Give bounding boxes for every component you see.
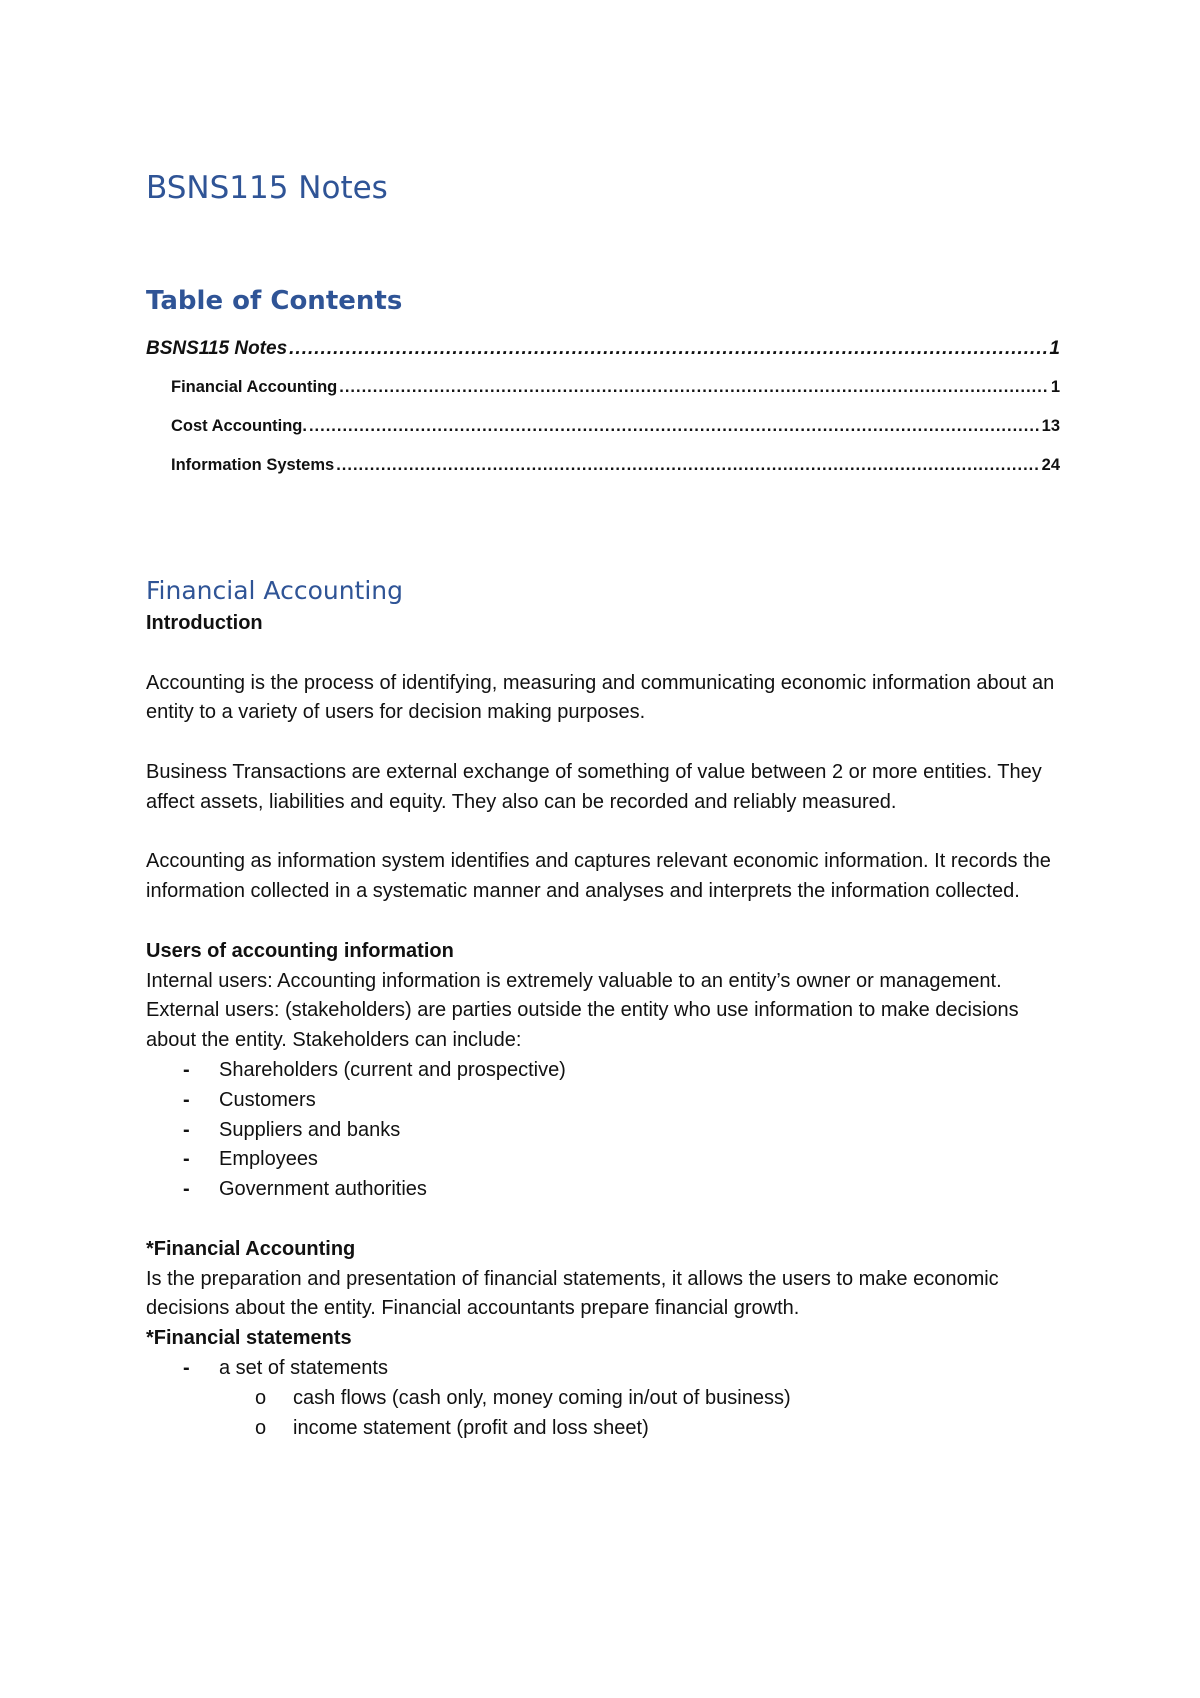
- toc-entry-page: 1: [1049, 338, 1060, 359]
- toc-entry-information-systems[interactable]: [146, 446, 1060, 485]
- toc-entry-financial-accounting[interactable]: [146, 368, 1060, 407]
- list-item: - Suppliers and banks: [146, 1116, 1066, 1146]
- toc-entry-page: 1: [1050, 378, 1060, 396]
- toc-entry-label: Information Systems: [171, 456, 335, 474]
- toc-entry-label: BSNS115 Notes: [146, 338, 288, 359]
- document-title: BSNS115 Notes: [146, 170, 388, 206]
- paragraph-information-system: Accounting as information system identifies and captures relevant economic information. It records the information collected in a systematic manner and analyses and interprets the information collected.: [146, 850, 1051, 903]
- table-of-contents: [146, 338, 1060, 485]
- toc-entry-page: 13: [1041, 417, 1060, 435]
- internal-users-text: Internal users: Accounting information is extremely valuable to an entity’s owner or management.: [146, 969, 1002, 992]
- users-heading: Users of accounting information: [146, 939, 454, 962]
- list-item: - Customers: [146, 1086, 1066, 1116]
- toc-entry-page: 24: [1041, 456, 1060, 474]
- paragraph-business-transactions: Business Transactions are external exchange of something of value between 2 or more entities. They affect assets, liabilities and equity. They also can be recorded and reliably measured.: [146, 760, 1042, 813]
- paragraph-accounting-definition: Accounting is the process of identifying, measuring and communicating economic information about an entity to a variety of users for decision making purposes.: [146, 671, 1055, 724]
- financial-accounting-text: Is the preparation and presentation of financial statements, it allows the users to make economic decisions about the entity. Financial accountants prepare financial growth.: [146, 1267, 999, 1320]
- statements-sublist: [146, 1384, 1066, 1444]
- toc-heading: Table of Contents: [146, 286, 403, 316]
- toc-leader-dots: [289, 338, 1047, 360]
- list-item: - Employees: [146, 1145, 1066, 1175]
- toc-entry-bsns115-notes[interactable]: [146, 338, 1060, 368]
- list-item: - a set of statements: [146, 1354, 1066, 1384]
- toc-leader-dots: [336, 446, 1039, 485]
- financial-statements-list: [146, 1354, 1066, 1384]
- toc-leader-dots: [309, 407, 1040, 446]
- list-item: - Government authorities: [146, 1175, 1066, 1205]
- toc-entry-label: Cost Accounting.: [171, 417, 307, 435]
- toc-entry-cost-accounting[interactable]: [146, 407, 1060, 446]
- external-users-text: External users: (stakeholders) are parties outside the entity who use information to make decisions about the entity. Stakeholders can include:: [146, 999, 1019, 1052]
- list-item: - Shareholders (current and prospective): [146, 1056, 1066, 1086]
- list-item: o cash flows (cash only, money coming in/out of business): [146, 1384, 1066, 1414]
- financial-accounting-heading: *Financial Accounting: [146, 1237, 356, 1260]
- intro-heading: Introduction: [146, 612, 263, 634]
- financial-statements-heading: *Financial statements: [146, 1327, 352, 1350]
- section-title-financial-accounting: Financial Accounting: [146, 576, 404, 605]
- toc-entry-label: Financial Accounting: [171, 378, 338, 396]
- stakeholders-list: [146, 1056, 1066, 1205]
- list-item: o income statement (profit and loss sheet): [146, 1414, 1066, 1444]
- toc-leader-dots: [339, 368, 1049, 407]
- section-body: [146, 609, 1066, 1443]
